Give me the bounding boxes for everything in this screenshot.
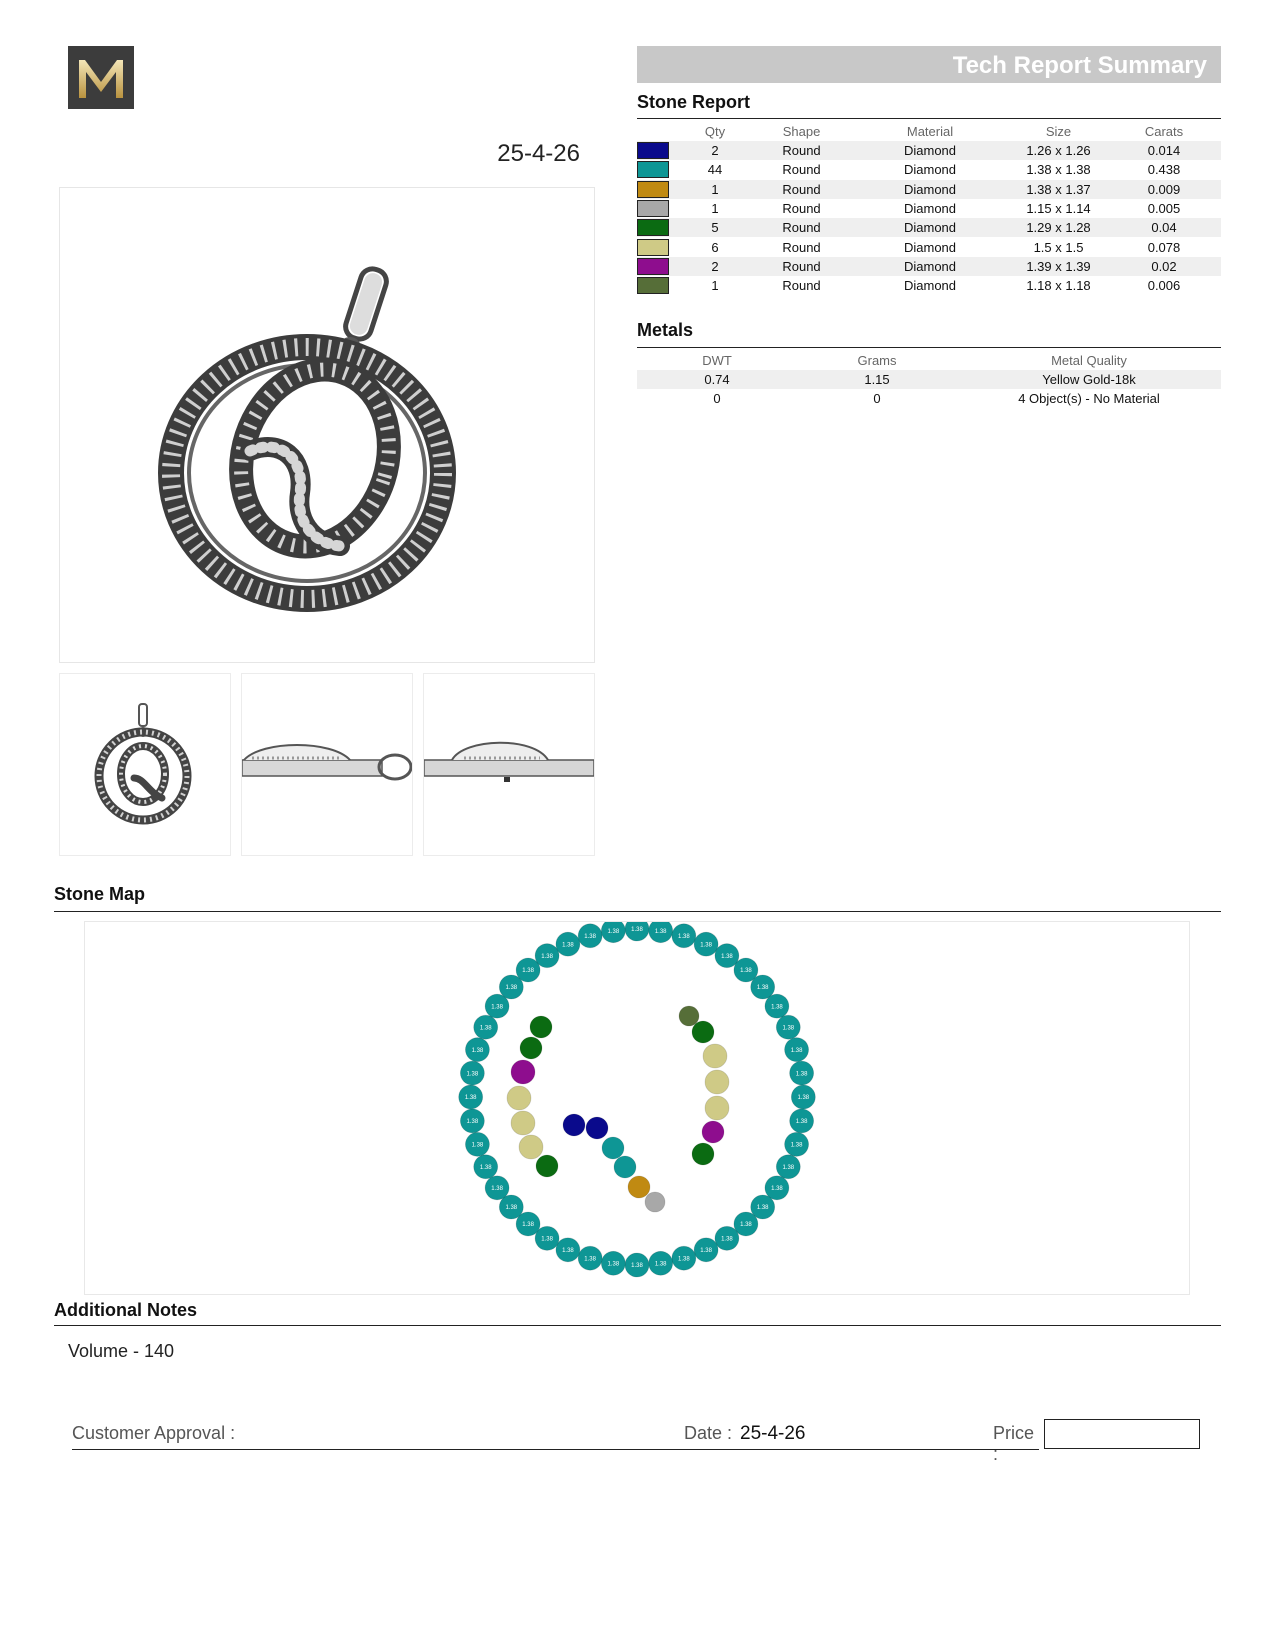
stone-color-swatch	[637, 161, 669, 178]
stone-map-title: Stone Map	[54, 884, 146, 904]
metal-dwt-cell: 0.74	[637, 370, 797, 389]
stone-carats-cell: 0.04	[1107, 218, 1221, 237]
stone-carats-cell: 0.438	[1147, 162, 1181, 178]
outer-ring-stone	[460, 1109, 484, 1133]
column-header: Shape	[782, 123, 821, 139]
stone-color-cell	[637, 180, 677, 199]
pendant-top-thumbnail	[424, 674, 594, 855]
stone-qty-cell: 1	[711, 278, 719, 294]
stone-qty-cell: 44	[707, 162, 723, 178]
stone-size-cell: 1.38 x 1.38	[1026, 162, 1091, 178]
stone-shape-cell: Round	[782, 162, 821, 178]
metals-divider	[637, 347, 1221, 348]
stone-size-label: 1.38	[771, 1186, 783, 1193]
pendant-side-thumbnail	[242, 674, 412, 855]
stone-size-label: 1.38	[607, 1261, 620, 1268]
stone-size-label: 1.38	[466, 1071, 479, 1078]
stone-size-label: 1.38	[721, 953, 733, 960]
stone-color-cell	[637, 141, 677, 160]
outer-ring-stone	[465, 1132, 489, 1156]
stone-material-cell: Diamond	[903, 239, 957, 255]
stone-map-divider	[54, 911, 1221, 912]
column-header: Grams	[857, 352, 897, 368]
stone-size-label: 1.38	[678, 934, 690, 941]
stone-size-label: 1.38	[654, 1261, 667, 1268]
thumbnail-side-view[interactable]	[241, 673, 413, 856]
stone-size-label: 1.38	[471, 1047, 484, 1054]
tail-stone	[563, 1114, 585, 1136]
left-arc-stone	[520, 1037, 542, 1059]
stone-size-label: 1.38	[797, 1095, 810, 1102]
q-pendant-render	[60, 188, 594, 662]
additional-notes-divider	[54, 1325, 1221, 1326]
stone-size-label: 1.38	[562, 1248, 574, 1255]
outer-ring-stone	[715, 1226, 739, 1250]
stone-shape-cell: Round	[782, 201, 821, 217]
stone-size-cell: 1.38 x 1.37	[1010, 180, 1107, 199]
stone-color-cell	[637, 160, 677, 179]
stone-map-diagram	[84, 921, 1190, 1295]
stone-carats-cell: 0.006	[1147, 278, 1181, 294]
stone-qty-cell: 6	[711, 239, 719, 255]
stone-size-label: 1.38	[471, 1142, 484, 1149]
main-product-render	[59, 187, 595, 663]
stone-size-label: 1.38	[700, 942, 712, 949]
metal-row	[637, 370, 1221, 389]
tail-stone	[614, 1156, 636, 1178]
stone-shape-cell: Round	[753, 141, 850, 160]
metal-quality-cell: Yellow Gold-18k	[957, 370, 1221, 389]
stone-map-canvas	[85, 922, 1189, 1294]
outer-ring-stone	[785, 1038, 809, 1062]
right-arc-stone	[692, 1143, 714, 1165]
stone-carats-cell: 0.009	[1107, 180, 1221, 199]
stone-qty-cell: 1	[677, 180, 753, 199]
stone-qty-cell: 1	[711, 201, 719, 217]
stone-row	[637, 199, 1221, 218]
metals-table	[637, 350, 1221, 409]
stone-size-label: 1.38	[541, 1236, 553, 1243]
price-label: Price :	[993, 1423, 1035, 1464]
stone-shape-cell: Round	[753, 257, 850, 276]
customer-approval-label: Customer Approval :	[72, 1423, 236, 1443]
right-arc-stone	[679, 1006, 699, 1026]
tail-stone	[586, 1117, 608, 1139]
metal-row	[637, 389, 1221, 408]
outer-ring-stone	[694, 932, 718, 956]
pendant-front-thumbnail	[60, 674, 230, 855]
thumbnail-front-view[interactable]	[59, 673, 231, 856]
price-input[interactable]	[1044, 1419, 1200, 1449]
right-arc-stone	[705, 1070, 729, 1094]
outer-ring-stone	[459, 1085, 483, 1109]
right-arc-stone	[705, 1096, 729, 1120]
outer-ring-stone	[485, 1176, 509, 1200]
stone-size-label: 1.38	[479, 1164, 492, 1171]
report-banner-title: Tech Report Summary	[637, 46, 1221, 83]
left-arc-stone	[530, 1016, 552, 1038]
stone-table-header	[637, 121, 1221, 141]
outer-ring-stone	[791, 1085, 815, 1109]
stone-carats-cell: 0.005	[1147, 201, 1181, 217]
stone-material-cell: Diamond	[903, 278, 957, 294]
outer-ring-stone	[672, 924, 696, 948]
stone-qty-cell: 2	[677, 257, 753, 276]
stone-size-label: 1.38	[607, 928, 620, 935]
stone-size-label: 1.38	[782, 1025, 795, 1032]
outer-ring-stone	[672, 1246, 696, 1270]
outer-ring-stone	[694, 1238, 718, 1262]
stone-color-swatch	[637, 239, 669, 256]
stone-size-label: 1.38	[795, 1071, 808, 1078]
reference-code: 25-4-26	[497, 140, 580, 167]
stone-size-label: 1.38	[464, 1095, 477, 1102]
stone-size-label: 1.38	[790, 1142, 803, 1149]
stone-report-table	[637, 121, 1221, 295]
stone-size-label: 1.38	[631, 927, 643, 934]
outer-ring-stone	[625, 922, 649, 941]
left-arc-stone	[519, 1135, 543, 1159]
stone-size-label: 1.38	[541, 953, 553, 960]
stone-color-swatch	[637, 258, 669, 275]
left-arc-stone	[536, 1155, 558, 1177]
date-label: Date :	[684, 1423, 733, 1443]
tail-stone	[645, 1192, 665, 1212]
left-arc-stone	[507, 1086, 531, 1110]
stone-size-label: 1.38	[466, 1119, 479, 1126]
stone-color-cell	[637, 257, 677, 276]
date-value: 25-4-26	[740, 1423, 806, 1444]
stone-row	[637, 160, 1221, 179]
stone-color-cell	[637, 199, 677, 218]
right-arc-stone	[703, 1044, 727, 1068]
stone-size-label: 1.38	[790, 1047, 803, 1054]
stone-size-cell: 1.26 x 1.26	[1010, 141, 1107, 160]
outer-ring-stone	[790, 1109, 814, 1133]
left-arc-stone	[511, 1111, 535, 1135]
left-arc-stone	[511, 1060, 535, 1084]
stone-size-label: 1.38	[505, 1205, 518, 1212]
outer-ring-stone	[785, 1132, 809, 1156]
stone-color-swatch	[637, 142, 669, 159]
outer-ring-stone	[601, 1251, 625, 1275]
stone-size-label: 1.38	[505, 985, 518, 992]
stone-size-label: 1.38	[782, 1164, 795, 1171]
stone-report-divider	[637, 118, 1221, 119]
stone-material-cell: Diamond	[903, 201, 957, 217]
stone-size-label: 1.38	[654, 928, 667, 935]
metal-grams-cell: 0	[873, 391, 881, 407]
stone-report-title: Stone Report	[637, 92, 751, 112]
stone-carats-cell: 0.014	[1107, 141, 1221, 160]
right-arc-stone	[702, 1121, 724, 1143]
outer-ring-stone	[556, 932, 580, 956]
metal-grams-cell: 1.15	[797, 370, 957, 389]
stone-carats-cell: 0.078	[1147, 239, 1181, 255]
additional-notes-text: Volume - 140	[68, 1341, 175, 1361]
stone-size-label: 1.38	[631, 1263, 643, 1270]
outer-ring-stone	[556, 1238, 580, 1262]
column-header: Size	[1045, 123, 1072, 139]
outer-ring-stone	[460, 1061, 484, 1085]
stone-size-label: 1.38	[479, 1025, 492, 1032]
stone-color-cell	[637, 237, 677, 256]
stone-size-label: 1.38	[584, 934, 596, 941]
column-header: Metal Quality	[1051, 352, 1127, 368]
stone-material-cell: Diamond	[850, 141, 1010, 160]
stone-size-cell: 1.39 x 1.39	[1010, 257, 1107, 276]
stone-qty-cell: 2	[677, 141, 753, 160]
stone-size-cell: 1.5 x 1.5	[1033, 239, 1084, 255]
stone-row	[637, 180, 1221, 199]
column-header: Qty	[704, 123, 726, 139]
stone-row	[637, 141, 1221, 160]
stone-qty-cell: 5	[677, 218, 753, 237]
column-header: Material	[906, 123, 954, 139]
stone-size-label: 1.38	[491, 1186, 503, 1193]
stone-size-cell: 1.29 x 1.28	[1010, 218, 1107, 237]
stone-size-label: 1.38	[795, 1119, 808, 1126]
metals-title: Metals	[637, 320, 694, 340]
outer-ring-stone	[649, 1251, 673, 1275]
stone-size-label: 1.38	[491, 1004, 503, 1011]
stone-color-swatch	[637, 181, 669, 198]
additional-notes-title: Additional Notes	[54, 1300, 197, 1320]
outer-ring-stone	[465, 1038, 489, 1062]
outer-ring-stone	[474, 1155, 498, 1179]
outer-ring-stone	[474, 1015, 498, 1039]
stone-size-label: 1.38	[700, 1248, 712, 1255]
outer-ring-stone	[578, 924, 602, 948]
stone-size-label: 1.38	[740, 1222, 752, 1229]
stone-material-cell: Diamond	[850, 218, 1010, 237]
right-arc-stone	[692, 1021, 714, 1043]
stone-material-cell: Diamond	[850, 257, 1010, 276]
stone-row	[637, 237, 1221, 256]
stone-size-cell: 1.15 x 1.14	[1026, 201, 1091, 217]
stone-carats-cell: 0.02	[1107, 257, 1221, 276]
thumbnail-top-view[interactable]	[423, 673, 595, 856]
stone-size-label: 1.38	[562, 942, 574, 949]
stone-size-label: 1.38	[771, 1004, 783, 1011]
stone-shape-cell: Round	[753, 180, 850, 199]
outer-ring-stone	[578, 1246, 602, 1270]
metal-dwt-cell: 0	[713, 391, 721, 407]
outer-ring-stone	[535, 944, 559, 968]
stone-material-cell: Diamond	[850, 180, 1010, 199]
metal-quality-cell: 4 Object(s) - No Material	[1018, 391, 1160, 407]
stone-shape-cell: Round	[782, 239, 821, 255]
stone-shape-cell: Round	[753, 218, 850, 237]
outer-ring-stone	[649, 922, 673, 943]
tail-stone	[602, 1137, 624, 1159]
stone-material-cell: Diamond	[903, 162, 957, 178]
stone-color-swatch	[637, 200, 669, 217]
stone-row	[637, 257, 1221, 276]
stone-size-label: 1.38	[721, 1236, 733, 1243]
stone-shape-cell: Round	[782, 278, 821, 294]
customer-approval-line[interactable]	[72, 1419, 1039, 1464]
column-header: Carats	[1144, 123, 1184, 139]
stone-size-label: 1.38	[522, 968, 534, 975]
logo-m-mark	[75, 56, 127, 100]
stone-row	[637, 276, 1221, 295]
stone-size-label: 1.38	[740, 968, 752, 975]
stone-size-label: 1.38	[522, 1222, 534, 1229]
outer-ring-stone	[790, 1061, 814, 1085]
stone-row	[637, 218, 1221, 237]
column-header: DWT	[702, 352, 732, 368]
metals-table-header	[637, 350, 1221, 370]
tail-stone	[628, 1176, 650, 1198]
stone-size-label: 1.38	[756, 985, 769, 992]
color-column-header	[637, 121, 677, 141]
stone-color-cell	[637, 276, 677, 295]
stone-color-swatch	[637, 277, 669, 294]
stone-color-cell	[637, 218, 677, 237]
company-logo	[68, 46, 134, 109]
stone-size-label: 1.38	[678, 1256, 690, 1263]
outer-ring-stone	[776, 1015, 800, 1039]
outer-ring-stone	[776, 1155, 800, 1179]
outer-ring-stone	[601, 922, 625, 943]
stone-size-label: 1.38	[756, 1205, 769, 1212]
stone-size-cell: 1.18 x 1.18	[1026, 278, 1091, 294]
stone-size-label: 1.38	[584, 1256, 596, 1263]
stone-color-swatch	[637, 219, 669, 236]
outer-ring-stone	[625, 1253, 649, 1277]
outer-ring-stone	[765, 994, 789, 1018]
